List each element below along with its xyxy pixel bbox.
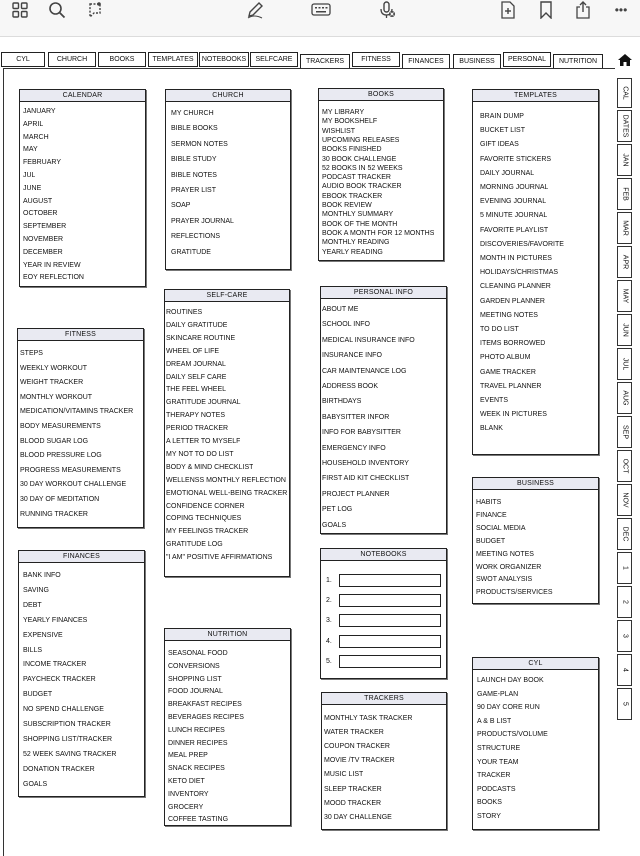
list-item[interactable]: STEPS bbox=[20, 350, 43, 357]
notebook-row: 4. bbox=[326, 635, 338, 648]
list-item[interactable]: EOY REFLECTION bbox=[23, 274, 84, 282]
box-title: NUTRITION bbox=[165, 629, 290, 641]
list-item[interactable]: BIRTHDAYS bbox=[322, 398, 362, 406]
list-item[interactable]: EVENING JOURNAL bbox=[480, 198, 547, 206]
notebook-field[interactable] bbox=[339, 655, 441, 668]
list-item[interactable]: WEIGHT TRACKER bbox=[20, 379, 84, 387]
list-item[interactable]: WEEKLY WORKOUT bbox=[20, 364, 88, 372]
list-item[interactable]: GAME-PLAN bbox=[477, 690, 519, 698]
list-item[interactable]: MY BOOKSHELF bbox=[322, 118, 378, 126]
list-item[interactable]: SKINCARE ROUTINE bbox=[166, 334, 236, 342]
list-item[interactable]: MOVIE /TV TRACKER bbox=[324, 757, 395, 765]
list-item[interactable]: APRIL bbox=[23, 120, 44, 128]
box-title: TRACKERS bbox=[322, 693, 446, 705]
calendar-box bbox=[19, 89, 146, 287]
list-item[interactable]: PROJECT PLANNER bbox=[322, 490, 390, 498]
tab-books[interactable]: BOOKS bbox=[98, 52, 146, 67]
list-item[interactable]: YEARLY READING bbox=[322, 248, 383, 256]
list-item[interactable]: SEPTEMBER bbox=[23, 223, 67, 231]
list-item[interactable]: HOLIDAYS/CHRISTMAS bbox=[480, 269, 559, 277]
list-item[interactable]: A & B LIST bbox=[477, 717, 512, 725]
list-item[interactable]: DAILY GRATITUDE bbox=[166, 321, 228, 329]
list-item[interactable]: CAR MAINTENANCE LOG bbox=[322, 367, 407, 375]
list-item[interactable]: WHEEL OF LIFE bbox=[166, 347, 220, 355]
bookmark-icon[interactable] bbox=[535, 0, 557, 20]
notebook-field[interactable] bbox=[339, 574, 441, 587]
list-item[interactable]: "I AM" POSITIVE AFFIRMATIONS bbox=[166, 554, 273, 562]
books-box bbox=[318, 88, 444, 261]
list-item[interactable]: MEDICATION/VITAMINS TRACKER bbox=[20, 408, 134, 416]
notebook-row: 5. bbox=[326, 655, 338, 668]
list-item[interactable]: SHOPPING LIST/TRACKER bbox=[23, 735, 113, 743]
side-tab-jul[interactable]: JUL bbox=[617, 348, 632, 380]
list-item[interactable]: PROGRESS MEASUREMENTS bbox=[20, 466, 121, 474]
side-tab-apr[interactable]: APR bbox=[617, 246, 632, 278]
list-item[interactable]: BUCKET LIST bbox=[480, 127, 525, 135]
list-item[interactable]: JUL bbox=[23, 172, 36, 179]
list-item[interactable]: ITEMS BORROWED bbox=[480, 340, 546, 348]
add-page-icon[interactable] bbox=[497, 0, 519, 20]
list-item[interactable]: INSURANCE INFO bbox=[322, 352, 382, 360]
list-item[interactable]: BRAIN DUMP bbox=[480, 113, 524, 120]
side-tab-jan[interactable]: JAN bbox=[617, 144, 632, 176]
pen-icon[interactable] bbox=[244, 0, 266, 20]
list-item[interactable]: BUDGET bbox=[23, 691, 53, 699]
list-item[interactable]: MONTHLY WORKOUT bbox=[20, 393, 93, 401]
box-title: NOTEBOOKS bbox=[321, 549, 446, 561]
list-item[interactable]: FAVORITE STICKERS bbox=[480, 155, 552, 163]
list-item[interactable]: SOCIAL MEDIA bbox=[476, 524, 526, 532]
list-item[interactable]: BIBLE NOTES bbox=[171, 171, 217, 179]
fitness-box bbox=[17, 328, 144, 528]
notebook-field[interactable] bbox=[339, 594, 441, 607]
list-item[interactable]: BANK INFO bbox=[23, 572, 61, 579]
list-item[interactable]: 30 BOOK CHALLENGE bbox=[322, 155, 397, 163]
list-item[interactable]: COFFEE TASTING bbox=[168, 816, 229, 824]
list-item[interactable]: BOOKS bbox=[477, 799, 502, 807]
side-tab-cal[interactable]: CAL bbox=[617, 78, 632, 108]
list-item[interactable]: BLOOD SUGAR LOG bbox=[20, 437, 89, 445]
tab-business[interactable]: BUSINESS bbox=[453, 54, 501, 69]
finances-box bbox=[18, 550, 145, 797]
list-item[interactable]: SEASONAL FOOD bbox=[168, 650, 228, 657]
tab-cyl[interactable]: CYL bbox=[1, 52, 45, 67]
list-item[interactable]: DONATION TRACKER bbox=[23, 765, 95, 773]
list-item[interactable]: MONTH IN PICTURES bbox=[480, 255, 552, 262]
list-item[interactable]: MONTHLY READING bbox=[322, 239, 390, 247]
list-item[interactable]: A LETTER TO MYSELF bbox=[166, 438, 241, 445]
list-item[interactable]: KETO DIET bbox=[168, 778, 205, 785]
side-tab-3[interactable]: 3 bbox=[617, 620, 632, 652]
notebook-row: 2. bbox=[326, 594, 338, 607]
box-title: CYL bbox=[473, 658, 598, 670]
list-item[interactable]: MONTHLY SUMMARY bbox=[322, 211, 394, 219]
list-item[interactable]: TRACKER bbox=[477, 772, 511, 780]
side-tab-1[interactable]: 1 bbox=[617, 552, 632, 584]
list-item[interactable]: PODCASTS bbox=[477, 785, 516, 793]
box-title: CALENDAR bbox=[20, 90, 145, 102]
list-item[interactable]: SNACK RECIPES bbox=[168, 765, 225, 773]
list-item[interactable]: BUDGET bbox=[476, 537, 506, 545]
list-item[interactable]: FEBRUARY bbox=[23, 159, 61, 167]
list-item[interactable]: ROUTINES bbox=[166, 309, 203, 316]
section-tabs bbox=[0, 52, 640, 68]
list-item[interactable]: MY FEELINGS TRACKER bbox=[166, 528, 249, 536]
list-item[interactable]: FAVORITE PLAYLIST bbox=[480, 226, 549, 234]
list-item[interactable]: DAILY SELF CARE bbox=[166, 373, 227, 381]
list-item[interactable]: BOOK REVIEW bbox=[322, 202, 372, 209]
tab-selfcare[interactable]: SELFCARE bbox=[250, 52, 298, 67]
side-tab-mar[interactable]: MAR bbox=[617, 212, 632, 244]
list-item[interactable]: MEAL PREP bbox=[168, 752, 208, 760]
list-item[interactable]: INFO FOR BABYSITTER bbox=[322, 429, 401, 437]
list-item[interactable]: WATER TRACKER bbox=[324, 729, 384, 737]
grid-icon[interactable] bbox=[9, 0, 31, 20]
list-item[interactable]: SOAP bbox=[171, 202, 191, 210]
list-item[interactable]: EMOTIONAL WELL-BEING TRACKER bbox=[166, 489, 288, 497]
box-title: PERSONAL INFO bbox=[321, 287, 446, 299]
list-item[interactable]: COPING TECHNIQUES bbox=[166, 515, 242, 523]
list-item[interactable]: TO DO LIST bbox=[480, 326, 519, 333]
tab-church[interactable]: CHURCH bbox=[48, 52, 96, 67]
list-item[interactable]: WEEK IN PICTURES bbox=[480, 411, 547, 419]
list-item[interactable]: UPCOMING RELEASES bbox=[322, 136, 400, 144]
list-item[interactable]: 52 BOOKS IN 52 WEEKS bbox=[322, 164, 403, 172]
list-item[interactable]: GRATITUDE JOURNAL bbox=[166, 399, 241, 407]
list-item[interactable]: DISCOVERIES/FAVORITE bbox=[480, 240, 564, 248]
box-title: BUSINESS bbox=[473, 478, 598, 490]
list-item[interactable]: MOOD TRACKER bbox=[324, 799, 382, 807]
list-item[interactable]: 30 DAY OF MEDITATION bbox=[20, 496, 100, 503]
list-item[interactable]: SCHOOL INFO bbox=[322, 321, 370, 329]
box-title: SELF-CARE bbox=[165, 290, 289, 302]
list-item[interactable]: MY CHURCH bbox=[171, 110, 214, 117]
list-item[interactable]: PRAYER JOURNAL bbox=[171, 217, 234, 225]
selfcare-box bbox=[164, 289, 290, 577]
list-item[interactable]: BILLS bbox=[23, 646, 43, 654]
list-item[interactable]: WELLENSS MONTHLY REFLECTION bbox=[166, 476, 286, 484]
list-item[interactable]: TRAVEL PLANNER bbox=[480, 382, 542, 390]
list-item[interactable]: MEDICAL INSURANCE INFO bbox=[322, 336, 415, 344]
list-item[interactable]: CONVERSIONS bbox=[168, 662, 220, 670]
cyl-box bbox=[472, 657, 599, 830]
list-item[interactable]: WISHLIST bbox=[322, 127, 356, 135]
side-tab-may[interactable]: MAY bbox=[617, 280, 632, 312]
list-item[interactable]: YEAR IN REVIEW bbox=[23, 261, 81, 269]
templates-box bbox=[472, 89, 599, 455]
side-tab-jun[interactable]: JUN bbox=[617, 314, 632, 346]
list-item[interactable]: PODCAST TRACKER bbox=[322, 174, 391, 182]
list-item[interactable]: EBOOK TRACKER bbox=[322, 192, 383, 200]
list-item[interactable]: JUNE bbox=[23, 184, 42, 192]
list-item[interactable]: EMERGENCY INFO bbox=[322, 444, 386, 452]
list-item[interactable]: MONTHLY TASK TRACKER bbox=[324, 715, 413, 722]
list-item[interactable]: BLOOD PRESSURE LOG bbox=[20, 452, 102, 460]
notebook-field[interactable] bbox=[339, 635, 441, 648]
list-item[interactable]: GOALS bbox=[23, 780, 48, 788]
list-item[interactable]: BLANK bbox=[480, 425, 503, 433]
list-item[interactable]: SLEEP TRACKER bbox=[324, 785, 382, 793]
tab-trackers[interactable]: TRACKERS bbox=[300, 54, 350, 69]
list-item[interactable]: JANUARY bbox=[23, 108, 56, 115]
list-item[interactable]: BREAKFAST RECIPES bbox=[168, 701, 242, 709]
list-item[interactable]: AUDIO BOOK TRACKER bbox=[322, 183, 402, 191]
list-item[interactable]: THE FEEL WHEEL bbox=[166, 386, 227, 394]
list-item[interactable]: STORY bbox=[477, 813, 501, 820]
side-tab-5[interactable]: 5 bbox=[617, 688, 632, 720]
side-tab-aug[interactable]: AUG bbox=[617, 382, 632, 414]
personal-info-box bbox=[320, 286, 447, 534]
tab-personal[interactable]: PERSONAL bbox=[503, 52, 551, 67]
list-item[interactable]: LUNCH RECIPES bbox=[168, 726, 225, 734]
list-item[interactable]: FOOD JOURNAL bbox=[168, 688, 223, 696]
list-item[interactable]: EVENTS bbox=[480, 397, 509, 404]
list-item[interactable]: DREAM JOURNAL bbox=[166, 360, 226, 368]
list-item[interactable]: INCOME TRACKER bbox=[23, 661, 87, 669]
app-toolbar bbox=[0, 0, 640, 37]
church-box bbox=[165, 89, 291, 270]
side-tab-sep[interactable]: SEP bbox=[617, 416, 632, 448]
list-item[interactable]: THERAPY NOTES bbox=[166, 412, 225, 420]
list-item[interactable]: PRODUCTS/SERVICES bbox=[476, 589, 553, 597]
notebooks-box bbox=[320, 548, 447, 679]
list-item[interactable]: SWOT ANALYSIS bbox=[476, 576, 533, 584]
list-item[interactable]: WORK ORGANIZER bbox=[476, 563, 542, 571]
side-tab-2[interactable]: 2 bbox=[617, 586, 632, 618]
list-item[interactable]: RUNNING TRACKER bbox=[20, 510, 88, 518]
list-item[interactable]: GROCERY bbox=[168, 803, 204, 811]
list-item[interactable]: BODY MEASUREMENTS bbox=[20, 423, 101, 430]
list-item[interactable]: GIFT IDEAS bbox=[480, 141, 519, 149]
list-item[interactable]: ADDRESS BOOK bbox=[322, 383, 379, 390]
list-item[interactable]: CONFIDENCE CORNER bbox=[166, 502, 245, 510]
box-title: FINANCES bbox=[19, 551, 144, 563]
list-item[interactable]: GRATITUDE bbox=[171, 248, 211, 256]
list-item[interactable]: BOOKS FINISHED bbox=[322, 146, 382, 154]
list-item[interactable]: GARDEN PLANNER bbox=[480, 297, 545, 305]
list-item[interactable]: SUBSCRIPTION TRACKER bbox=[23, 721, 111, 728]
list-item[interactable]: PET LOG bbox=[322, 506, 353, 514]
list-item[interactable]: BEVERAGES RECIPES bbox=[168, 714, 244, 721]
list-item[interactable]: SAVING bbox=[23, 586, 49, 594]
list-item[interactable]: EXPENSIVE bbox=[23, 631, 63, 639]
list-item[interactable]: FINANCE bbox=[476, 511, 507, 519]
list-item[interactable]: BIBLE BOOKS bbox=[171, 125, 218, 133]
side-tab-feb[interactable]: FEB bbox=[617, 178, 632, 210]
list-item[interactable]: 52 WEEK SAVING TRACKER bbox=[23, 750, 117, 758]
list-item[interactable]: SERMON NOTES bbox=[171, 140, 228, 148]
list-item[interactable]: BABYSITTER INFOR bbox=[322, 413, 390, 421]
list-item[interactable]: 90 DAY CORE RUN bbox=[477, 704, 540, 712]
side-tab-dates[interactable]: DATES bbox=[617, 110, 632, 142]
list-item[interactable]: NOVEMBER bbox=[23, 236, 64, 243]
list-item[interactable]: ABOUT ME bbox=[322, 306, 359, 313]
home-icon[interactable] bbox=[614, 52, 636, 68]
list-item[interactable]: DAILY JOURNAL bbox=[480, 169, 535, 177]
list-item[interactable]: BOOK OF THE MONTH bbox=[322, 220, 398, 228]
list-item[interactable]: GRATITUDE LOG bbox=[166, 541, 223, 549]
list-item[interactable]: BODY & MIND CHECKLIST bbox=[166, 463, 254, 471]
share-icon[interactable] bbox=[572, 0, 594, 20]
list-item[interactable]: MEETING NOTES bbox=[476, 550, 534, 558]
list-item[interactable]: OCTOBER bbox=[23, 210, 58, 218]
list-item[interactable]: PHOTO ALBUM bbox=[480, 354, 531, 362]
list-item[interactable]: MUSIC LIST bbox=[324, 771, 364, 779]
list-item[interactable]: STRUCTURE bbox=[477, 745, 521, 752]
tab-notebooks[interactable]: NOTEBOOKS bbox=[199, 52, 249, 67]
list-item[interactable]: MY NOT TO DO LIST bbox=[166, 450, 234, 458]
list-item[interactable]: 30 DAY CHALLENGE bbox=[324, 813, 392, 821]
notebook-row: 1. bbox=[326, 574, 338, 587]
list-item[interactable]: MEETING NOTES bbox=[480, 311, 538, 319]
list-item[interactable]: NO SPEND CHALLENGE bbox=[23, 706, 104, 714]
side-tab-dec[interactable]: DEC bbox=[617, 518, 632, 550]
lasso-icon[interactable] bbox=[84, 0, 106, 20]
list-item[interactable]: DEBT bbox=[23, 601, 42, 609]
side-tab-nov[interactable]: NOV bbox=[617, 484, 632, 516]
list-item[interactable]: PRAYER LIST bbox=[171, 187, 216, 194]
notebook-row: 3. bbox=[326, 614, 338, 627]
trackers-box bbox=[321, 692, 447, 830]
box-title: CHURCH bbox=[166, 90, 290, 102]
list-item[interactable]: 5 MINUTE JOURNAL bbox=[480, 212, 548, 220]
list-item[interactable]: GOALS bbox=[322, 521, 347, 529]
side-tab-oct[interactable]: OCT bbox=[617, 450, 632, 482]
tab-fitness[interactable]: FITNESS bbox=[352, 52, 400, 67]
microphone-icon[interactable] bbox=[376, 0, 398, 20]
business-box bbox=[472, 477, 599, 604]
box-title: TEMPLATES bbox=[473, 90, 598, 102]
side-tab-4[interactable]: 4 bbox=[617, 654, 632, 686]
notebook-field[interactable] bbox=[339, 614, 441, 627]
box-title: BOOKS bbox=[319, 89, 443, 101]
list-item[interactable]: MY LIBRARY bbox=[322, 109, 365, 116]
list-item[interactable]: YEARLY FINANCES bbox=[23, 616, 88, 624]
list-item[interactable]: REFLECTIONS bbox=[171, 233, 221, 241]
list-item[interactable]: PRODUCTS/VOLUME bbox=[477, 731, 548, 739]
list-item[interactable]: COUPON TRACKER bbox=[324, 743, 390, 751]
keyboard-icon[interactable] bbox=[310, 0, 332, 20]
search-icon[interactable] bbox=[46, 0, 68, 20]
tab-templates[interactable]: TEMPLATES bbox=[148, 52, 198, 67]
list-item[interactable]: PAYCHECK TRACKER bbox=[23, 676, 96, 684]
list-item[interactable]: HOUSEHOLD INVENTORY bbox=[322, 460, 409, 467]
list-item[interactable]: CLEANING PLANNER bbox=[480, 283, 551, 291]
list-item[interactable]: PERIOD TRACKER bbox=[166, 425, 229, 433]
list-item[interactable]: YOUR TEAM bbox=[477, 758, 519, 766]
tab-nutrition[interactable]: NUTRITION bbox=[553, 54, 603, 69]
box-title: FITNESS bbox=[18, 329, 143, 341]
list-item[interactable]: DECEMBER bbox=[23, 248, 63, 256]
list-item[interactable]: DINNER RECIPES bbox=[168, 739, 228, 747]
nutrition-box bbox=[164, 628, 291, 826]
list-item[interactable]: BIBLE STUDY bbox=[171, 156, 217, 164]
list-item[interactable]: FIRST AID KIT CHECKLIST bbox=[322, 475, 410, 483]
tab-finances[interactable]: FINANCES bbox=[402, 54, 450, 69]
list-item[interactable]: 30 DAY WORKOUT CHALLENGE bbox=[20, 481, 127, 489]
list-item[interactable]: AUGUST bbox=[23, 197, 53, 205]
list-item[interactable]: BOOK A MONTH FOR 12 MONTHS bbox=[322, 229, 435, 237]
more-icon[interactable]: ••• bbox=[614, 3, 628, 17]
list-item[interactable]: SHOPPING LIST bbox=[168, 675, 222, 683]
list-item[interactable]: MORNING JOURNAL bbox=[480, 184, 549, 191]
list-item[interactable]: GAME TRACKER bbox=[480, 368, 536, 376]
list-item[interactable]: HABITS bbox=[476, 499, 502, 506]
list-item[interactable]: LAUNCH DAY BOOK bbox=[477, 677, 544, 684]
list-item[interactable]: INVENTORY bbox=[168, 790, 209, 798]
list-item[interactable]: MARCH bbox=[23, 133, 49, 141]
list-item[interactable]: MAY bbox=[23, 146, 38, 154]
